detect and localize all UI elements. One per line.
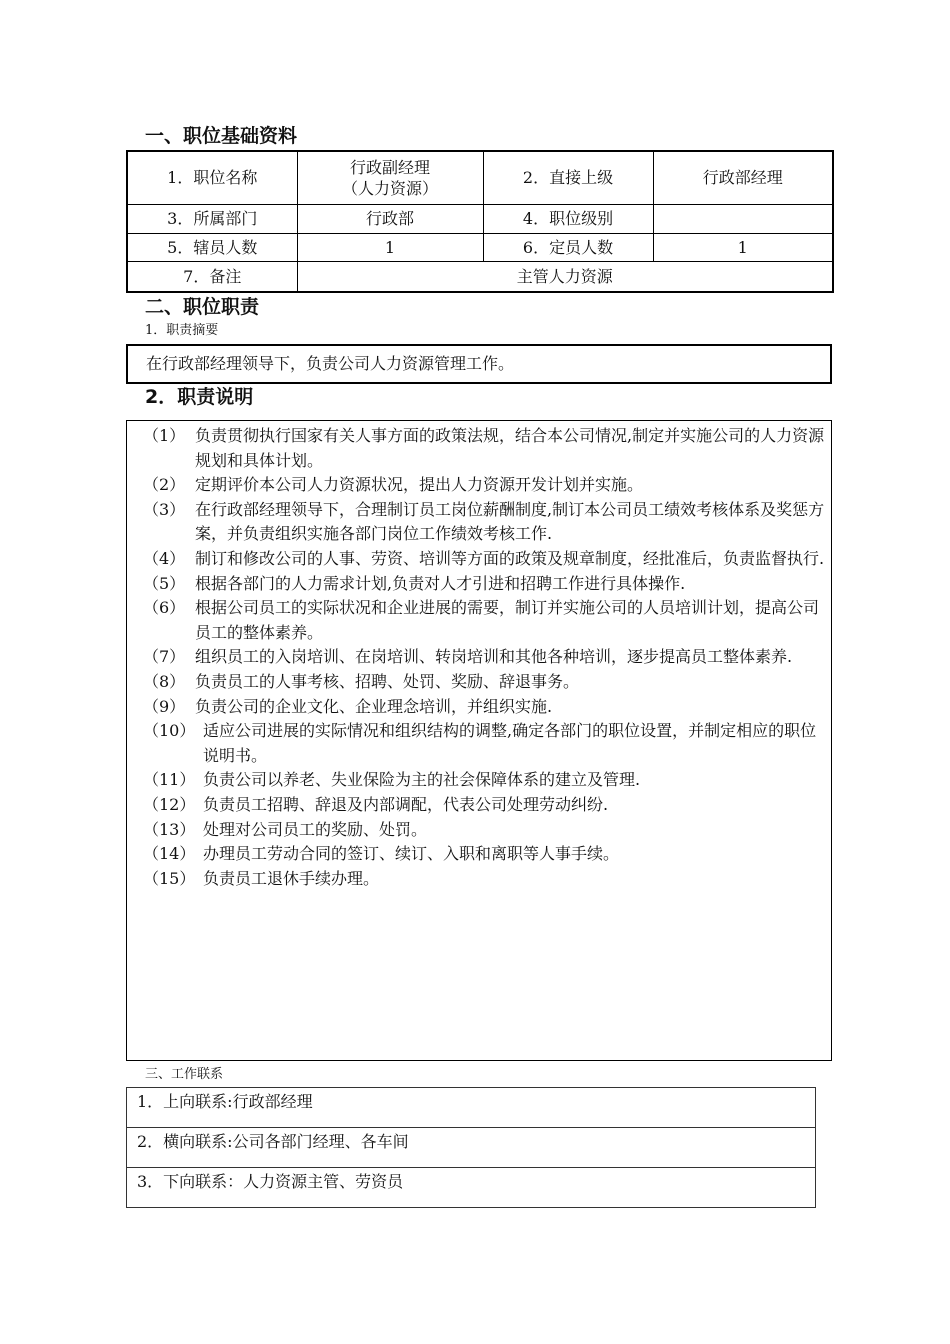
- list-item: [143, 596, 833, 645]
- table-row: [127, 1168, 816, 1208]
- duties-box: [126, 420, 832, 1061]
- list-item: [143, 719, 833, 768]
- table-row: [127, 1088, 816, 1128]
- duty-text: 负责员工的人事考核、招聘、处罚、奖励、辞退事务。: [195, 671, 580, 691]
- duty-text: 负责员工招聘、辞退及内部调配，代表公司处理劳动纠纷.: [203, 794, 609, 814]
- value-position-name-line1: 行政副经理: [349, 157, 430, 177]
- duty-number: （13）: [143, 819, 196, 839]
- duty-text: 办理员工劳动合同的签订、续订、入职和离职等人事手续。: [203, 844, 620, 864]
- list-item: [143, 793, 833, 818]
- duties-list: [143, 424, 833, 891]
- list-item: [143, 645, 833, 670]
- duty-text: 根据各部门的人力需求计划,负责对人才引进和招聘工作进行具体操作.: [195, 573, 686, 593]
- duty-number: （9）: [143, 696, 186, 716]
- list-item: [143, 867, 833, 892]
- value-remarks: 主管人力资源: [297, 261, 833, 292]
- duty-number: （15）: [143, 868, 196, 888]
- contact-upward: 1．上向联系:行政部经理: [127, 1088, 816, 1128]
- duty-text: 定期评价本公司人力资源状况，提出人力资源开发计划并实施。: [195, 475, 644, 495]
- value-headcount: 1: [653, 233, 833, 261]
- duty-text: 处理对公司员工的奖励、处罚。: [203, 819, 428, 839]
- duty-text: 组织员工的入岗培训、在岗培训、转岗培训和其他各种培训，逐步提高员工整体素养.: [195, 647, 793, 667]
- value-position-name-line2: （人力资源）: [341, 178, 438, 198]
- label-position-level: 4．职位级别: [483, 204, 653, 233]
- list-item: [143, 818, 833, 843]
- list-item: [143, 768, 833, 793]
- contacts-table: [126, 1087, 816, 1208]
- table-row: [127, 204, 833, 233]
- duty-number: （8）: [143, 671, 186, 691]
- value-position-level: [653, 204, 833, 233]
- duty-number: （12）: [143, 794, 196, 814]
- duties-title: 2．职责说明: [145, 386, 254, 408]
- table-row: [127, 151, 833, 204]
- duty-number: （2）: [143, 475, 186, 495]
- duty-number: （6）: [143, 598, 186, 618]
- list-item: [143, 473, 833, 498]
- basic-info-table: [126, 150, 834, 293]
- value-direct-supervisor: 行政部经理: [653, 151, 833, 204]
- duty-number: （7）: [143, 647, 186, 667]
- duty-text: 根据公司员工的实际状况和企业进展的需要，制订并实施公司的人员培训计划，提高公司员工的整体素养。: [195, 598, 820, 642]
- value-subordinate-count: 1: [297, 233, 483, 261]
- section3-title: 三、工作联系: [145, 1067, 224, 1082]
- list-item: [143, 547, 833, 572]
- value-department: 行政部: [297, 204, 483, 233]
- list-item: [143, 424, 833, 473]
- table-row: [127, 233, 833, 261]
- duty-number: （4）: [143, 548, 186, 568]
- list-item: [143, 695, 833, 720]
- list-item: [143, 842, 833, 867]
- label-direct-supervisor: 2．直接上级: [483, 151, 653, 204]
- list-item: [143, 670, 833, 695]
- duty-number: （10）: [143, 721, 196, 741]
- duty-text: 适应公司进展的实际情况和组织结构的调整,确定各部门的职位设置，并制定相应的职位说明书。: [203, 721, 817, 765]
- duty-text: 在行政部经理领导下，合理制订员工岗位薪酬制度,制订本公司员工绩效考核体系及奖惩方案，并负责组织实施各部门岗位工作绩效考核工作.: [195, 499, 825, 544]
- table-row: [127, 1128, 816, 1168]
- summary-box: [126, 344, 832, 384]
- duty-text: 负责员工退休手续办理。: [203, 868, 380, 888]
- list-item: [143, 572, 833, 597]
- section2-title: 二、职位职责: [145, 296, 260, 318]
- label-position-name: 1．职位名称: [127, 151, 297, 204]
- duty-text: 负责贯彻执行国家有关人事方面的政策法规，结合本公司情况,制定并实施公司的人力资源规划和具体计划。: [195, 426, 825, 470]
- table-row: [127, 261, 833, 292]
- label-remarks: 7．备注: [127, 261, 297, 292]
- label-headcount: 6．定员人数: [483, 233, 653, 261]
- value-position-name: [297, 151, 483, 204]
- duty-text: 负责公司以养老、失业保险为主的社会保障体系的建立及管理.: [203, 770, 641, 790]
- contact-lateral: 2．横向联系:公司各部门经理、各车间: [127, 1128, 816, 1168]
- duty-number: （14）: [143, 844, 196, 864]
- label-subordinate-count: 5．辖员人数: [127, 233, 297, 261]
- duty-number: （3）: [143, 499, 186, 519]
- duty-number: （11）: [143, 770, 196, 790]
- section1-title: 一、职位基础资料: [145, 125, 298, 147]
- list-item: [143, 498, 833, 547]
- contact-downward: 3．下向联系：人力资源主管、劳资员: [127, 1168, 816, 1208]
- summary-label: 1．职责摘要: [145, 323, 219, 338]
- summary-text: 在行政部经理领导下，负责公司人力资源管理工作。: [146, 354, 515, 373]
- duty-number: （1）: [143, 426, 186, 445]
- label-department: 3．所属部门: [127, 204, 297, 233]
- duty-text: 制订和修改公司的人事、劳资、培训等方面的政策及规章制度，经批准后，负责监督执行.: [195, 548, 825, 568]
- duty-number: （5）: [143, 573, 186, 593]
- duty-text: 负责公司的企业文化、企业理念培训，并组织实施.: [195, 696, 553, 716]
